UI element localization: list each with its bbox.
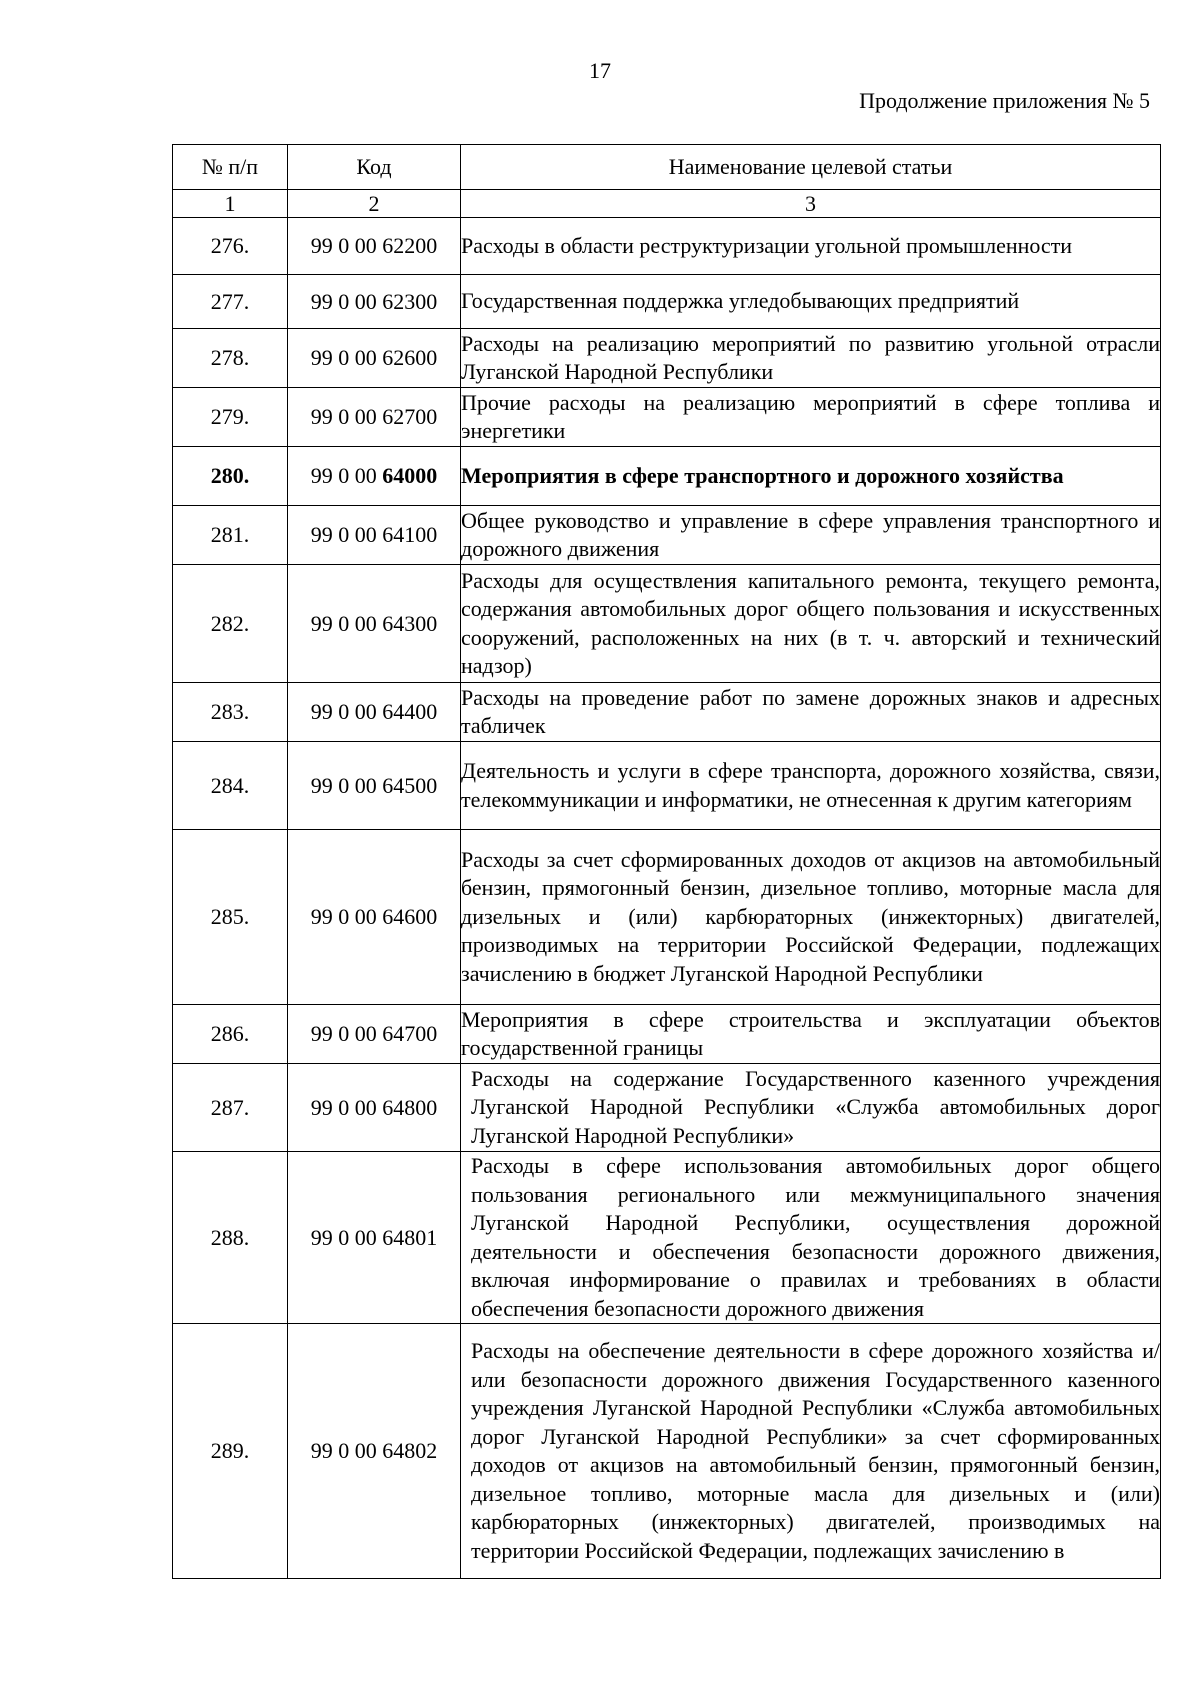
table-row [173, 1005, 1161, 1064]
code-prefix: 99 0 00 [310, 1224, 383, 1250]
row-name: Прочие расходы на реализацию мероприятий в сфере топлива и энергетики [461, 388, 1161, 447]
code-prefix: 99 0 00 [310, 404, 383, 429]
page-number: 17 [589, 58, 611, 83]
row-name: Расходы за счет сформированных доходов от акцизов на автомобильный бензин, прямогонный бензин, дизельное топливо, моторные масла для дизельных и (или) карбюраторных (инжекторных) двигателей, производимых на территории Российской Федерации, подлежащих зачислению в бюджет Луганской Народной Республики [461, 830, 1161, 1005]
code-suffix: 64300 [382, 610, 438, 636]
code-suffix: 62600 [382, 345, 438, 370]
code-suffix: 62300 [382, 288, 438, 314]
code-prefix: 99 0 00 [310, 699, 383, 724]
code-prefix: 99 0 00 [310, 345, 383, 370]
table-row [173, 830, 1161, 1005]
row-code [288, 565, 461, 683]
row-number: 287. [173, 1064, 288, 1152]
row-number: 283. [173, 683, 288, 742]
appendix-continuation-label: Продолжение приложения № 5 [859, 88, 1150, 113]
row-number: 289. [173, 1324, 288, 1579]
row-number: 284. [173, 742, 288, 830]
code-suffix: 64802 [382, 1438, 438, 1463]
column-number-2: 2 [288, 190, 461, 218]
code-suffix: 64500 [382, 772, 438, 798]
row-number: 281. [173, 506, 288, 565]
code-prefix: 99 0 00 [310, 522, 383, 547]
code-prefix: 99 0 00 [310, 904, 383, 929]
row-name: Расходы на обеспечение деятельности в сфере дорожного хозяйства и/или безопасности дорожного движения Государственного казенного учреждения Луганской Народной Республики «Служба автомобильных дорог Луганской Народной Республики» за счет сформированных доходов от акцизов на автомобильный бензин, прямогонный бензин, дизельное топливо, моторные масла для дизельных и (или) карбюраторных (инжекторных) двигателей, производимых на территории Российской Федерации, подлежащих зачислению в [461, 1324, 1161, 1579]
table-row [173, 275, 1161, 329]
row-name: Расходы в области реструктуризации угольной промышленности [461, 218, 1161, 275]
table-row [173, 1064, 1161, 1152]
code-prefix: 99 0 00 [310, 1094, 383, 1120]
row-code [288, 275, 461, 329]
table-row [173, 683, 1161, 742]
row-code [288, 683, 461, 742]
code-suffix: 64700 [382, 1021, 438, 1046]
row-number: 286. [173, 1005, 288, 1064]
row-number: 279. [173, 388, 288, 447]
row-name: Деятельность и услуги в сфере транспорта, дорожного хозяйства, связи, телекоммуникации и информатики, не отнесенная к другим категориям [461, 742, 1161, 830]
row-code [288, 218, 461, 275]
row-name: Расходы в сфере использования автомобильных дорог общего пользования регионального или межмуниципального значения Луганской Народной Республики, осуществления дорожной деятельности и обеспечения безопасности дорожного движения, включая информирование о правилах и требованиях в области обеспечения безопасности дорожного движения [461, 1152, 1161, 1324]
table-row [173, 329, 1161, 388]
code-suffix: 64400 [382, 699, 438, 724]
code-prefix: 99 0 00 [310, 1021, 383, 1046]
table-row [173, 742, 1161, 830]
row-name: Расходы на проведение работ по замене дорожных знаков и адресных табличек [461, 683, 1161, 742]
table-row [173, 506, 1161, 565]
row-name: Расходы на содержание Государственного казенного учреждения Луганской Народной Республики «Служба автомобильных дорог Луганской Народной Республики» [461, 1064, 1161, 1152]
row-number: 278. [173, 329, 288, 388]
row-code [288, 1005, 461, 1064]
table-row [173, 388, 1161, 447]
row-code [288, 1152, 461, 1324]
code-prefix: 99 0 00 [310, 463, 383, 488]
row-code [288, 1324, 461, 1579]
code-prefix: 99 0 00 [310, 233, 383, 258]
table-row [173, 565, 1161, 683]
table-row [173, 447, 1161, 506]
target-articles-table [172, 144, 1161, 1579]
code-prefix: 99 0 00 [310, 1438, 383, 1463]
column-number-row [173, 190, 1161, 218]
row-number: 285. [173, 830, 288, 1005]
code-suffix: 64800 [382, 1094, 438, 1120]
code-suffix: 64600 [382, 904, 438, 929]
table-header-row [173, 145, 1161, 190]
row-code [288, 830, 461, 1005]
code-prefix: 99 0 00 [310, 288, 383, 314]
row-code [288, 742, 461, 830]
row-name: Мероприятия в сфере строительства и эксплуатации объектов государственной границы [461, 1005, 1161, 1064]
column-number-1: 1 [173, 190, 288, 218]
column-header-number: № п/п [173, 145, 288, 190]
code-suffix: 62200 [382, 233, 438, 258]
table-row [173, 218, 1161, 275]
code-suffix: 64801 [382, 1224, 438, 1250]
column-number-3: 3 [461, 190, 1161, 218]
code-suffix: 64100 [382, 522, 438, 547]
row-name: Расходы на реализацию мероприятий по развитию угольной отрасли Луганской Народной Республики [461, 329, 1161, 388]
row-code [288, 329, 461, 388]
row-name: Общее руководство и управление в сфере управления транспортного и дорожного движения [461, 506, 1161, 565]
row-name: Мероприятия в сфере транспортного и дорожного хозяйства [461, 447, 1161, 506]
column-header-name: Наименование целевой статьи [461, 145, 1161, 190]
column-header-code: Код [288, 145, 461, 190]
code-suffix: 62700 [382, 404, 438, 429]
row-code [288, 506, 461, 565]
row-number: 288. [173, 1152, 288, 1324]
row-number: 277. [173, 275, 288, 329]
row-name: Расходы для осуществления капитального ремонта, текущего ремонта, содержания автомобильных дорог общего пользования и искусственных сооружений, расположенных на них (в т. ч. авторский и технический надзор) [461, 565, 1161, 683]
row-code [288, 447, 461, 506]
table-row [173, 1152, 1161, 1324]
code-prefix: 99 0 00 [310, 610, 383, 636]
table-body [173, 218, 1161, 1579]
row-name: Государственная поддержка угледобывающих предприятий [461, 275, 1161, 329]
table-row [173, 1324, 1161, 1579]
row-number: 276. [173, 218, 288, 275]
code-suffix: 64000 [382, 463, 438, 488]
row-code [288, 1064, 461, 1152]
row-code [288, 388, 461, 447]
row-number: 282. [173, 565, 288, 683]
code-prefix: 99 0 00 [310, 772, 383, 798]
row-number: 280. [173, 447, 288, 506]
